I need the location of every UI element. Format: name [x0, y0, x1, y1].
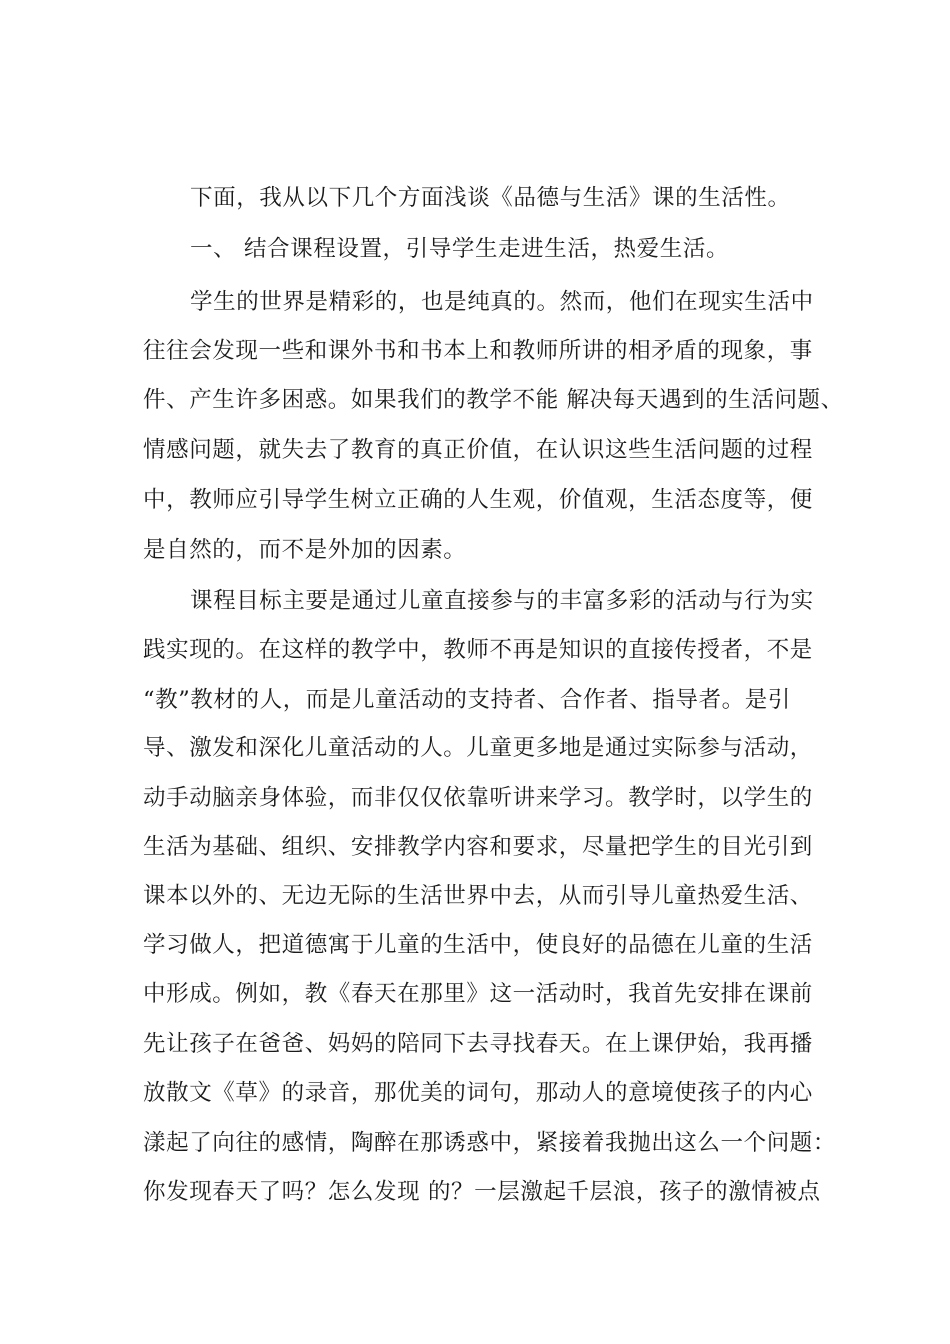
- text-line-11: “教”教材的人，而是儿童活动的支持者、合作者、指导者。是引: [143, 687, 791, 713]
- text-line-14: 生活为基础、组织、安排教学内容和要求，尽量把学生的目光引到: [143, 834, 813, 860]
- text-line-5: 件、产生许多困惑。如果我们的教学不能 解决每天遇到的生活问题、: [143, 387, 844, 413]
- section-heading-1: 一、 结合课程设置，引导学生走进生活，热爱生活。: [190, 236, 730, 262]
- text-line-6: 情感问题，就失去了教育的真正价值，在认识这些生活问题的过程: [143, 437, 813, 463]
- text-line-3: 学生的世界是精彩的，也是纯真的。然而，他们在现实生活中: [190, 289, 814, 315]
- text-line-16: 学习做人，把道德寓于儿童的生活中，使良好的品德在儿童的生活: [143, 932, 813, 958]
- text-line-12: 导、激发和深化儿童活动的人。儿童更多地是通过实际参与活动，: [143, 735, 813, 761]
- text-line-17: 中形成。例如，教《春天在那里》这一活动时，我首先安排在课前: [143, 981, 813, 1007]
- text-line-18: 先让孩子在爸爸、妈妈的陪同下去寻找春天。在上课伊始，我再播: [143, 1031, 813, 1057]
- text-line-10: 践实现的。在这样的教学中，教师不再是知识的直接传授者，不是: [143, 637, 813, 663]
- text-line-21: 你发现春天了吗？怎么发现 的？一层激起千层浪，孩子的激情被点: [143, 1179, 821, 1205]
- text-line-19: 放散文《草》的录音，那优美的词句，那动人的意境使孩子的内心: [143, 1080, 813, 1106]
- text-line-13: 动手动脑亲身体验，而非仅仅依靠听讲来学习。教学时，以学生的: [143, 785, 813, 811]
- text-line-9: 课程目标主要是通过儿童直接参与的丰富多彩的活动与行为实: [190, 588, 814, 614]
- text-line-7: 中，教师应引导学生树立正确的人生观，价值观，生活态度等，便: [143, 487, 813, 513]
- text-line-1: 下面，我从以下几个方面浅谈《品德与生活》课的生活性。: [190, 185, 791, 211]
- text-line-8: 是自然的，而不是外加的因素。: [143, 537, 467, 563]
- text-line-15: 课本以外的、无边无际的生活世界中去，从而引导儿童热爱生活、: [143, 883, 813, 909]
- text-line-4: 往往会发现一些和课外书和书本上和教师所讲的相矛盾的现象，事: [143, 338, 813, 364]
- text-line-20: 漾起了向往的感情，陶醉在那诱惑中，紧接着我抛出这么一个问题：: [143, 1130, 837, 1156]
